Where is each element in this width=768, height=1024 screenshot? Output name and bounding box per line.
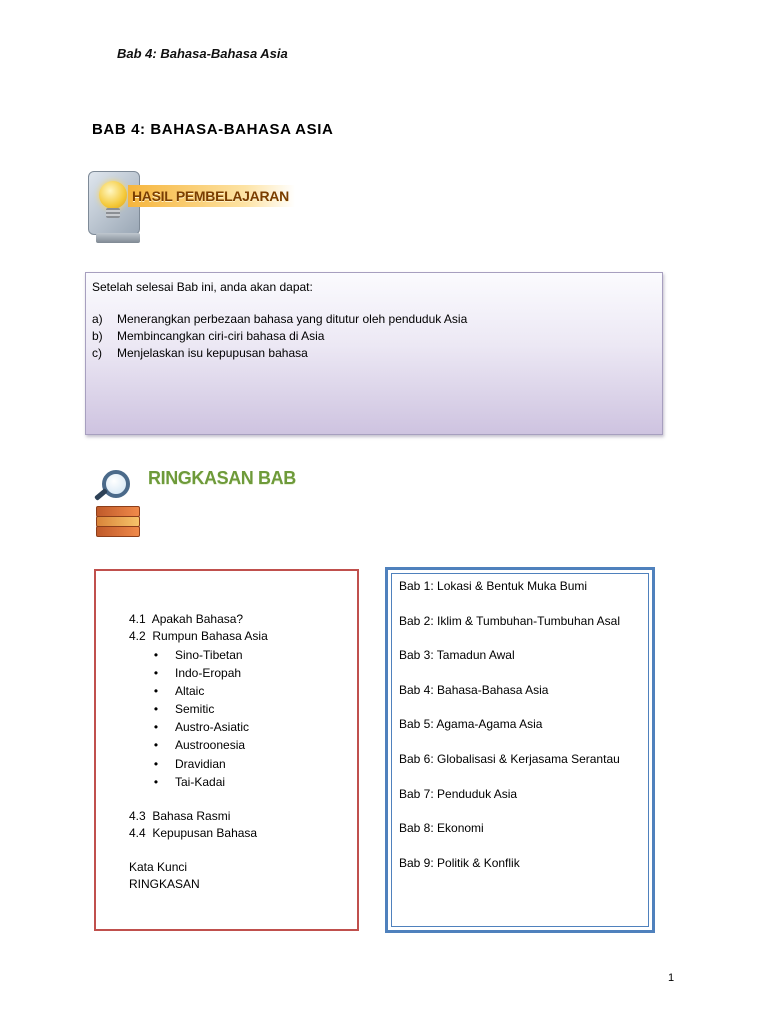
list-item <box>129 646 347 664</box>
objective-text: Membincangkan ciri-ciri bahasa di Asia <box>117 329 325 343</box>
topics-box <box>94 569 359 931</box>
topic-4-3: 4.3 Bahasa Rasmi <box>129 808 231 823</box>
topic-4-4: 4.4 Kepupusan Bahasa <box>129 825 258 840</box>
keywords-label: Kata Kunci <box>129 859 188 874</box>
list-item-label: Dravidian <box>175 756 226 771</box>
list-item <box>129 736 347 754</box>
chapter-item: Bab 2: Iklim & Tumbuhan-Tumbuhan Asal <box>399 613 621 628</box>
chapter-item: Bab 6: Globalisasi & Kerjasama Serantau <box>399 751 620 766</box>
list-item-label: Tai-Kadai <box>175 774 226 789</box>
chapter-item: Bab 1: Lokasi & Bentuk Muka Bumi <box>399 579 588 593</box>
page-number: 1 <box>668 972 675 984</box>
objective-item <box>92 345 656 362</box>
chapter-summary-banner <box>90 462 320 544</box>
magnifier-icon <box>102 470 130 498</box>
list-item-label: Sino-Tibetan <box>175 648 243 662</box>
lightbulb-icon <box>99 181 127 209</box>
bullet-icon: • <box>153 648 159 662</box>
chapter-item: Bab 3: Tamadun Awal <box>399 648 515 663</box>
bullet-icon: • <box>153 684 159 699</box>
bullet-icon: • <box>153 720 159 735</box>
monitor-stand-icon <box>96 233 140 243</box>
learning-objectives-box <box>85 272 663 435</box>
books-icon <box>96 492 138 536</box>
chapters-list <box>399 579 620 890</box>
objective-marker: c) <box>92 346 102 360</box>
book-icon <box>96 526 140 537</box>
lightbulb-base-icon <box>106 208 120 218</box>
topics-list <box>129 611 347 893</box>
objective-marker: a) <box>92 312 103 326</box>
objective-text: Menjelaskan isu kepupusan bahasa <box>117 346 308 360</box>
list-item-label: Austroonesia <box>175 738 246 753</box>
running-header: Bab 4: Bahasa-Bahasa Asia <box>117 46 288 61</box>
chapter-item: Bab 9: Politik & Konflik <box>399 855 520 870</box>
objective-item <box>92 328 656 345</box>
chapter-item: Bab 4: Bahasa-Bahasa Asia <box>399 682 549 697</box>
chapter-item: Bab 8: Ekonomi <box>399 821 484 836</box>
objectives-list <box>92 311 656 362</box>
list-item <box>129 700 347 718</box>
chapter-item: Bab 5: Agama-Agama Asia <box>399 717 543 732</box>
chapter-item: Bab 7: Penduduk Asia <box>399 786 518 801</box>
objective-marker: b) <box>92 329 103 343</box>
objective-text: Menerangkan perbezaan bahasa yang ditutur oleh penduduk Asia <box>117 312 468 326</box>
list-item-label: Indo-Eropah <box>175 666 242 681</box>
chapter-summary-label: RINGKASAN BAB <box>148 468 296 488</box>
list-item-label: Altaic <box>175 684 205 699</box>
summary-label: RINGKASAN <box>129 876 200 891</box>
bullet-icon: • <box>153 738 159 753</box>
bullet-icon: • <box>153 756 159 771</box>
list-item <box>129 773 347 791</box>
topic-4-1: 4.1 Apakah Bahasa? <box>129 612 244 626</box>
chapters-box <box>385 567 655 933</box>
list-item-label: Semitic <box>175 702 215 717</box>
learning-outcomes-label: HASIL PEMBELAJARAN <box>128 185 295 207</box>
list-item <box>129 664 347 682</box>
topic-4-2: 4.2 Rumpun Bahasa Asia <box>129 629 268 643</box>
list-item <box>129 755 347 773</box>
chapter-title: BAB 4: BAHASA-BAHASA ASIA <box>92 121 334 138</box>
bullet-icon: • <box>153 702 159 717</box>
language-family-list <box>129 646 347 791</box>
list-item <box>129 718 347 736</box>
list-item <box>129 682 347 700</box>
learning-outcomes-banner <box>82 163 312 253</box>
objective-item <box>92 311 656 328</box>
objectives-intro: Setelah selesai Bab ini, anda akan dapat: <box>92 280 313 294</box>
list-item-label: Austro-Asiatic <box>175 720 250 735</box>
bullet-icon: • <box>153 774 159 789</box>
bullet-icon: • <box>153 666 159 681</box>
